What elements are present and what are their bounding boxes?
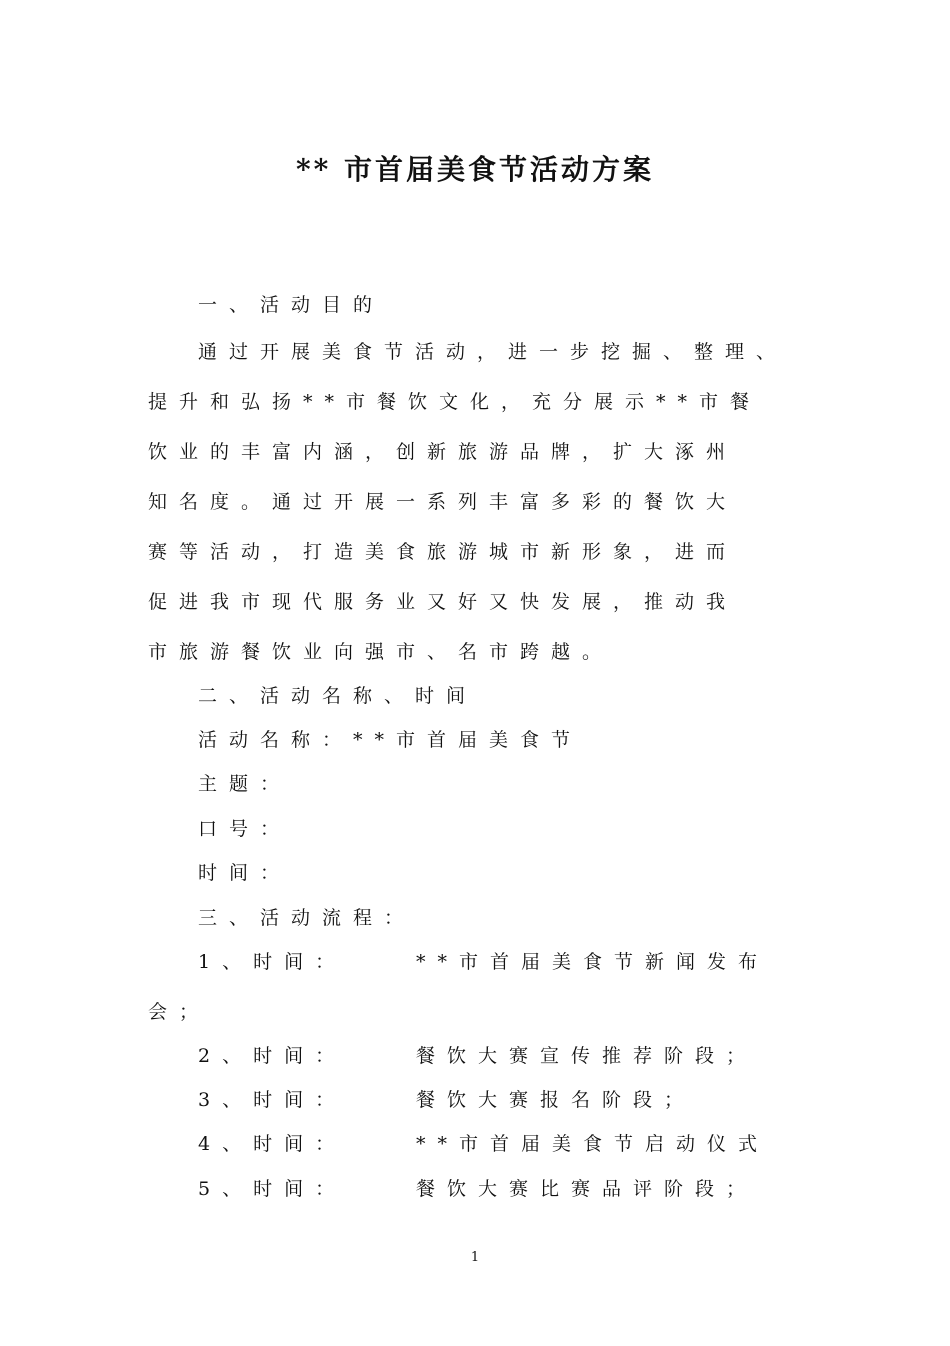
- paragraph-line: 通过开展美食节活动，进一步挖掘、整理、: [198, 341, 788, 363]
- slogan-line: 口号：: [198, 818, 292, 840]
- schedule-item: [198, 1174, 757, 1201]
- schedule-item-value: **市首届美食节新闻发布: [416, 951, 770, 973]
- schedule-item-label: 4、时间：: [198, 1133, 347, 1155]
- schedule-item-label: 1、时间：: [198, 951, 347, 973]
- paragraph-line: 市旅游餐饮业向强市、名市跨越。: [148, 641, 614, 663]
- schedule-item-label: 3、时间：: [198, 1089, 347, 1111]
- paragraph-line: 提升和弘扬**市餐饮文化，充分展示**市餐: [148, 391, 762, 413]
- schedule-item-value: **市首届美食节启动仪式: [416, 1133, 770, 1155]
- time-line: 时间：: [198, 862, 292, 884]
- schedule-item: [198, 1129, 769, 1156]
- page-number: 1: [470, 1250, 480, 1265]
- schedule-item-label: 2、时间：: [198, 1045, 347, 1067]
- schedule-item-label: 5、时间：: [198, 1178, 347, 1200]
- schedule-item-value: 餐饮大赛比赛品评阶段；: [416, 1178, 758, 1200]
- schedule-item: [198, 1041, 757, 1068]
- section3-heading: 三、活动流程：: [198, 907, 416, 929]
- schedule-item: [198, 1085, 695, 1112]
- paragraph-line: 促进我市现代服务业又好又快发展，推动我: [148, 591, 738, 613]
- section2-heading: 二、活动名称、时间: [198, 685, 478, 707]
- paragraph-line: 赛等活动，打造美食旅游城市新形象，进而: [148, 541, 738, 563]
- theme-line: 主题：: [198, 773, 292, 795]
- paragraph-line: 知名度。通过开展一系列丰富多彩的餐饮大: [148, 491, 738, 513]
- paragraph-line: 饮业的丰富内涵，创新旅游品牌，扩大涿州: [148, 441, 738, 463]
- document-title: ** 市首届美食节活动方案: [295, 153, 655, 186]
- schedule-item-continuation: 会；: [148, 1001, 211, 1023]
- schedule-item-value: 餐饮大赛报名阶段；: [416, 1089, 696, 1111]
- schedule-item-value: 餐饮大赛宣传推荐阶段；: [416, 1045, 758, 1067]
- activity-name-line: 活动名称：**市首届美食节: [198, 729, 583, 751]
- section1-heading: 一、活动目的: [198, 294, 385, 316]
- schedule-item: [198, 947, 769, 974]
